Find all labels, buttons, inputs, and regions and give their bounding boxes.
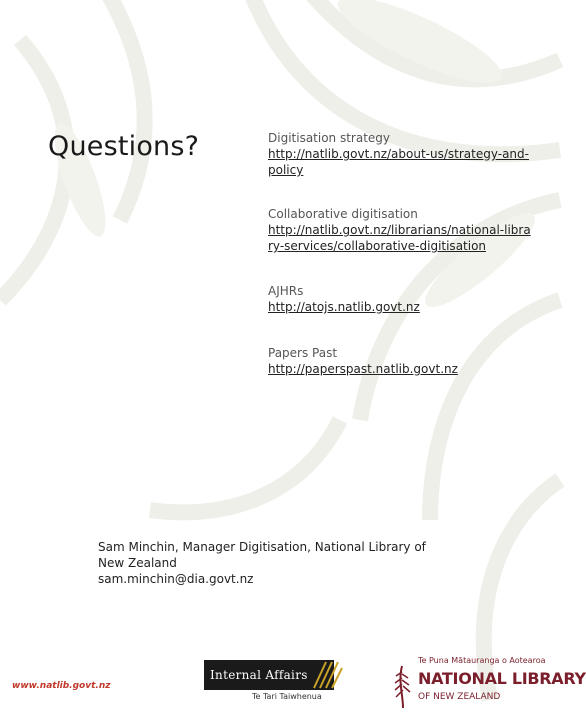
link-group-ajhrs [268, 283, 533, 315]
internal-affairs-logo-text: Internal Affairs [210, 668, 308, 682]
internal-affairs-logo-box [204, 660, 334, 690]
link-label: AJHRs [268, 284, 304, 298]
national-library-logo [392, 656, 586, 712]
link-group-collaborative-digitisation [268, 206, 533, 254]
contact-block [98, 539, 428, 587]
link-url[interactable]: http://natlib.govt.nz/librarians/national-library-services/collaborative-digitisation [268, 223, 531, 253]
fern-icon [392, 664, 414, 708]
footer-website-link[interactable]: www.natlib.govt.nz [12, 681, 111, 691]
link-group-papers-past [268, 345, 533, 377]
link-label: Digitisation strategy [268, 131, 391, 145]
national-library-maori-name: Te Puna Mātauranga o Aotearoa [418, 656, 546, 665]
contact-name: Sam Minchin, Manager Digitisation, National Library of New Zealand [98, 540, 426, 570]
national-library-name: NATIONAL LIBRARY [418, 669, 586, 688]
link-url[interactable]: http://natlib.govt.nz/about-us/strategy-and-policy [268, 147, 529, 177]
link-label: Papers Past [268, 346, 338, 360]
national-library-country: OF NEW ZEALAND [418, 692, 501, 702]
koru-pattern-icon [312, 660, 342, 690]
internal-affairs-maori-name: Te Tari Taiwhenua [252, 692, 322, 701]
internal-affairs-logo [204, 660, 334, 701]
link-url[interactable]: http://paperspast.natlib.govt.nz [268, 362, 458, 376]
contact-email[interactable]: sam.minchin@dia.govt.nz [98, 572, 254, 586]
slide-title: Questions? [48, 131, 200, 162]
link-label: Collaborative digitisation [268, 207, 418, 221]
link-group-digitisation-strategy [268, 130, 533, 178]
link-url[interactable]: http://atojs.natlib.govt.nz [268, 300, 420, 314]
